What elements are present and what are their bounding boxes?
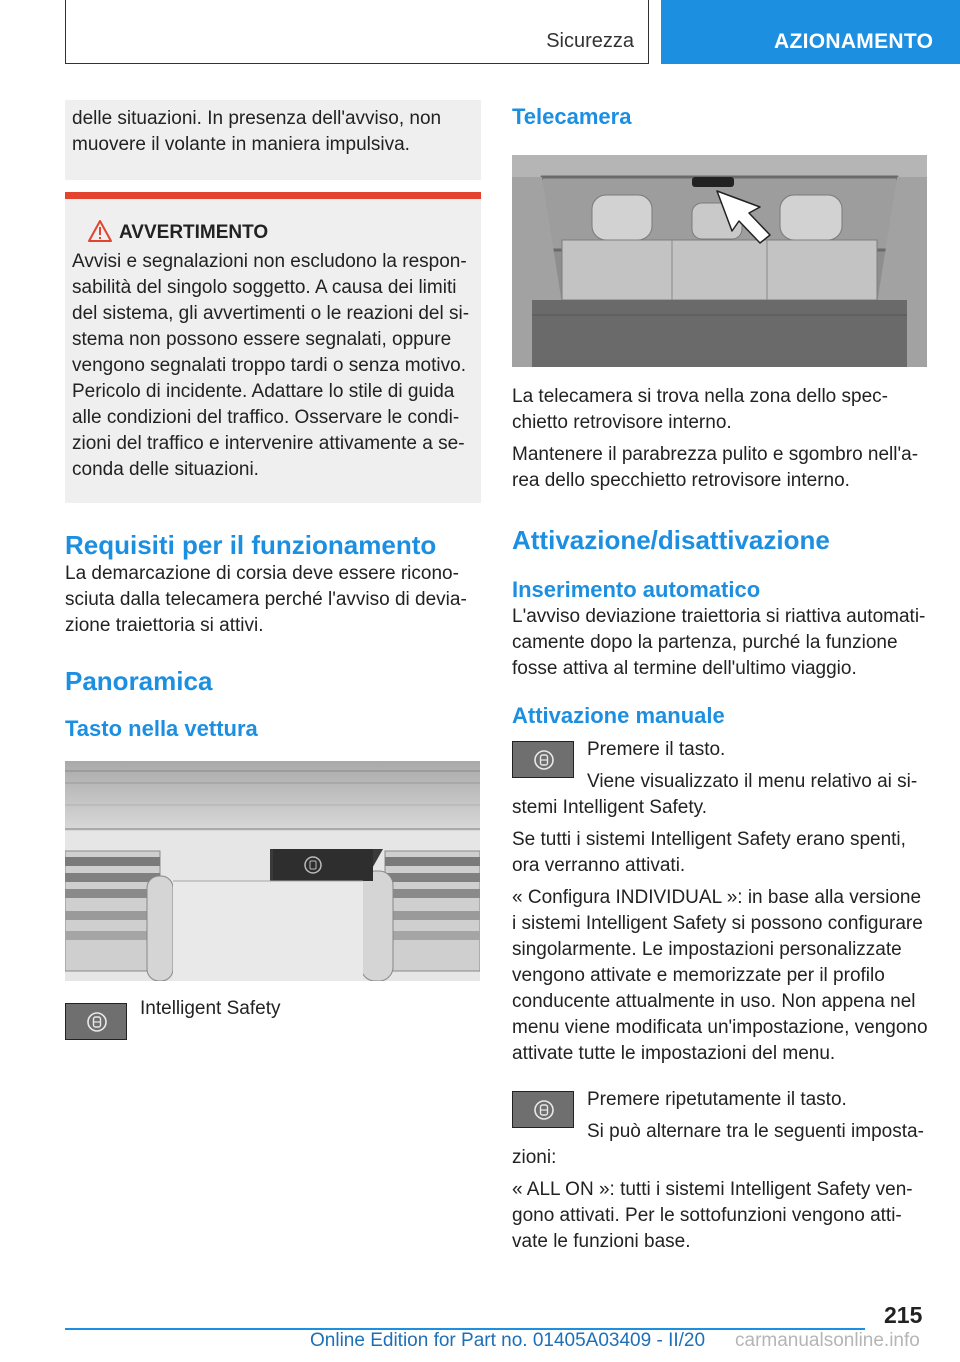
right-column bbox=[512, 103, 928, 1255]
site-watermark: carmanualsonline.info bbox=[735, 1330, 920, 1351]
warning-title: AVVERTIMENTO bbox=[119, 222, 269, 243]
warning-triangle-icon bbox=[87, 219, 113, 243]
intelligent-safety-button bbox=[65, 1003, 127, 1040]
camera-location-text: La telecamera si trova nella zona dello specchietto retrovisore interno. bbox=[512, 386, 888, 433]
header-section-tab bbox=[65, 0, 649, 64]
header-chapter-title: AZIONAMENTO bbox=[774, 30, 934, 53]
repeat-step-row bbox=[512, 1087, 928, 1171]
intelligent-safety-icon bbox=[533, 1099, 555, 1121]
camera-heading: Telecamera bbox=[512, 104, 632, 129]
requirements-heading: Requisiti per il funzionamento bbox=[65, 530, 437, 560]
configure-individual-text: « Configura INDIVIDUAL »: in base alla versione i sistemi Intelligent Safety si possono configurare singolarmente. Le impostazioni personalizzate vengono attivate e memorizzate per il profilo conducente attualmente in uso. Non appena nel menu viene modificata un'impostazione, vengono attivate tutte le impostazioni del menu. bbox=[512, 887, 928, 1064]
overview-heading: Panoramica bbox=[65, 666, 213, 696]
auto-activation-heading: Inserimento automatico bbox=[512, 577, 761, 602]
warning-text: Avvisi e segnalazioni non escludono la responsabilità del singolo soggetto. A causa dei limiti del sistema, gli avvertimenti o le reazioni del sistema non possono essere segnalati, oppure vengono segnalati troppo tardi o senza motivo. Pericolo di incidente. Adattare lo stile di guida alle condizioni del traffico. Osservare le condizioni del traffico e intervenire attivamente a seconda delle situazioni. bbox=[72, 251, 470, 480]
requirements-text: La demarcazione di corsia deve essere riconosciuta dalla telecamera perché l'avviso di deviazione traiettoria si attivi. bbox=[65, 563, 467, 636]
dashboard-button-photo bbox=[65, 761, 480, 981]
warning-box bbox=[65, 192, 481, 503]
repeat-step-press: Premere ripetutamente il tasto. bbox=[587, 1089, 847, 1110]
manual-activation-result: Se tutti i sistemi Intelligent Safety erano spenti, ora verranno attivati. bbox=[512, 829, 906, 876]
header-section-title: Sicurezza bbox=[546, 30, 634, 52]
manual-activation-heading: Attivazione manuale bbox=[512, 703, 725, 728]
intelligent-safety-icon bbox=[86, 1011, 108, 1033]
intelligent-safety-button-manual bbox=[512, 741, 574, 778]
continued-note-box bbox=[65, 100, 481, 180]
all-on-text: « ALL ON »: tutti i sistemi Intelligent Safety vengono attivati. Per le sottofunzioni vengono attivate le funzioni base. bbox=[512, 1179, 913, 1252]
safety-button-label: Intelligent Safety bbox=[140, 998, 281, 1019]
manual-step-press: Premere il tasto. bbox=[587, 739, 726, 760]
auto-activation-text: L'avviso deviazione traiettoria si riattiva automaticamente dopo la partenza, purché la funzione fosse attiva al termine dell'ultimo viaggio. bbox=[512, 606, 926, 679]
continued-note-text: delle situazioni. In presenza dell'avviso, non muovere il volante in maniera impulsiva. bbox=[72, 108, 442, 155]
button-in-vehicle-heading: Tasto nella vettura bbox=[65, 716, 258, 741]
camera-clean-text: Mantenere il parabrezza pulito e sgombro nell'area dello specchietto retrovisore interno. bbox=[512, 444, 919, 491]
manual-step-row bbox=[512, 737, 928, 821]
safety-button-legend bbox=[65, 998, 481, 1043]
edition-text: Online Edition for Part no. 01405A03409 - II/20 bbox=[310, 1330, 706, 1351]
intelligent-safety-icon bbox=[533, 749, 555, 771]
repeat-step-toggle: Si può alternare tra le seguenti impostazioni: bbox=[512, 1121, 924, 1168]
manual-step-menu: Viene visualizzato il menu relativo ai sistemi Intelligent Safety. bbox=[512, 771, 918, 818]
left-column bbox=[65, 100, 481, 1043]
header-chapter-tab bbox=[661, 0, 960, 64]
activation-heading: Attivazione/disattivazione bbox=[512, 525, 830, 555]
camera-location-photo bbox=[512, 155, 927, 367]
intelligent-safety-button-repeat bbox=[512, 1091, 574, 1128]
page-number: 215 bbox=[884, 1302, 923, 1328]
